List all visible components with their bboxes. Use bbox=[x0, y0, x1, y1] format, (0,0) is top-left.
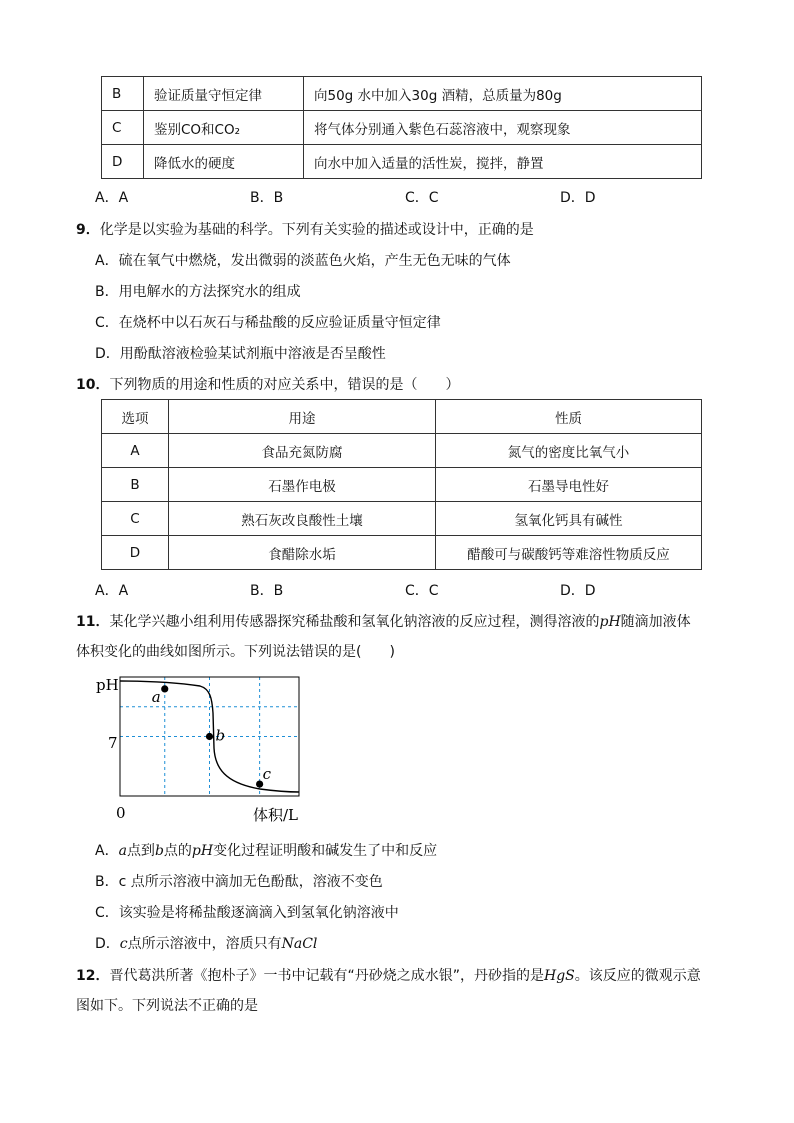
x-axis-label: 体积/L bbox=[253, 806, 299, 824]
q9-option-b[interactable]: B．用电解水的方法探究水的组成 bbox=[95, 284, 301, 300]
question-text: 随滴加液体 bbox=[620, 614, 691, 630]
table-cell: 醋酸可与碳酸钙等难溶性物质反应 bbox=[436, 536, 702, 570]
table-cell: 氮气的密度比氧气小 bbox=[436, 434, 702, 468]
choice[interactable]: A．A bbox=[95, 583, 129, 599]
table-cell: 石墨导电性好 bbox=[436, 468, 702, 502]
table-row bbox=[102, 468, 702, 502]
formula-hgs: HgS bbox=[544, 968, 575, 984]
table-cell: 向50g 水中加入30g 酒精，总质量为80g bbox=[304, 77, 702, 111]
question-text: 下列物质的用途和性质的对应关系中，错误的是（ ） bbox=[109, 377, 460, 393]
table-header-row bbox=[102, 400, 702, 434]
question-12-stem-line1 bbox=[76, 965, 701, 985]
question-text: 晋代葛洪所著《抱朴子》一书中记载有“丹砂烧之成水银”，丹砂指的是 bbox=[109, 968, 544, 984]
question-number: 11． bbox=[76, 614, 110, 630]
choice[interactable]: A．A bbox=[95, 190, 129, 206]
choice[interactable]: C．C bbox=[405, 583, 439, 599]
question-9-stem bbox=[76, 219, 534, 239]
question-12-stem-line2: 图如下。下列说法不正确的是 bbox=[76, 998, 258, 1014]
option-text: 点的 bbox=[163, 843, 192, 859]
table-cell: 将气体分别通入紫色石蕊溶液中，观察现象 bbox=[304, 111, 702, 145]
y-axis-label: pH bbox=[96, 676, 119, 694]
ph-titration-chart bbox=[90, 668, 310, 830]
option-text: 变化过程证明酸和碱发生了中和反应 bbox=[213, 843, 438, 859]
point-label-c: c bbox=[262, 765, 272, 784]
table-cell: 氢氧化钙具有碱性 bbox=[436, 502, 702, 536]
table-row bbox=[102, 536, 702, 570]
table-cell: 降低水的硬度 bbox=[144, 145, 304, 179]
question-11-stem-line1 bbox=[76, 611, 691, 631]
table-cell: C bbox=[102, 111, 144, 145]
point-c-ref: c bbox=[119, 936, 128, 952]
choice[interactable]: B．B bbox=[250, 583, 284, 599]
table-header: 选项 bbox=[102, 400, 169, 434]
choice[interactable]: B．B bbox=[250, 190, 284, 206]
option-text: 点所示溶液中，溶质只有 bbox=[127, 936, 282, 952]
table-cell: 鉴别CO和CO₂ bbox=[144, 111, 304, 145]
table-cell: 石墨作电极 bbox=[169, 468, 436, 502]
table-row bbox=[102, 502, 702, 536]
q11-option-d[interactable] bbox=[95, 933, 317, 953]
ph-symbol: pH bbox=[191, 843, 214, 859]
origin-label: 0 bbox=[116, 804, 126, 822]
choice[interactable]: D．D bbox=[560, 190, 596, 206]
q8-choices bbox=[95, 187, 715, 207]
choice[interactable]: D．D bbox=[560, 583, 596, 599]
point-b bbox=[206, 733, 213, 740]
table-cell: D bbox=[102, 536, 169, 570]
question-number: 12． bbox=[76, 968, 110, 984]
question-number: 9． bbox=[76, 222, 100, 238]
q9-option-a[interactable]: A．硫在氧气中燃烧，发出微弱的淡蓝色火焰，产生无色无味的气体 bbox=[95, 253, 511, 269]
point-label-b: b bbox=[215, 726, 226, 745]
q11-option-b[interactable]: B．c 点所示溶液中滴加无色酚酞，溶液不变色 bbox=[95, 874, 383, 890]
table-cell: 向水中加入适量的活性炭，搅拌，静置 bbox=[304, 145, 702, 179]
question-number: 10． bbox=[76, 377, 110, 393]
q9-option-d[interactable]: D．用酚酞溶液检验某试剂瓶中溶液是否呈酸性 bbox=[95, 346, 386, 362]
point-b-ref: b bbox=[154, 843, 164, 859]
q8-options-table bbox=[101, 76, 702, 179]
table-cell: B bbox=[102, 77, 144, 111]
q10-choices bbox=[95, 580, 715, 600]
q11-option-a[interactable] bbox=[95, 840, 437, 860]
question-11-stem-line2: 体积变化的曲线如图所示。下列说法错误的是( ) bbox=[76, 644, 395, 660]
table-cell: A bbox=[102, 434, 169, 468]
question-10-stem bbox=[76, 374, 459, 394]
table-row bbox=[102, 77, 702, 111]
y-tick-7: 7 bbox=[108, 734, 118, 752]
question-text: 化学是以实验为基础的科学。下列有关实验的描述或设计中，正确的是 bbox=[99, 222, 534, 238]
table-row bbox=[102, 434, 702, 468]
table-cell: 验证质量守恒定律 bbox=[144, 77, 304, 111]
q10-table bbox=[101, 399, 702, 570]
point-a bbox=[161, 685, 168, 692]
table-cell: 食品充氮防腐 bbox=[169, 434, 436, 468]
formula-nacl: NaCl bbox=[281, 936, 318, 952]
question-text: 某化学兴趣小组利用传感器探究稀盐酸和氢氧化钠溶液的反应过程，测得溶液的 bbox=[109, 614, 600, 630]
point-a-ref: a bbox=[118, 843, 127, 859]
option-letter: A． bbox=[95, 843, 119, 859]
table-cell: 食醋除水垢 bbox=[169, 536, 436, 570]
table-header: 性质 bbox=[436, 400, 702, 434]
option-text: 点到 bbox=[126, 843, 155, 859]
q11-option-c[interactable]: C．该实验是将稀盐酸逐滴滴入到氢氧化钠溶液中 bbox=[95, 905, 399, 921]
choice[interactable]: C．C bbox=[405, 190, 439, 206]
table-cell: C bbox=[102, 502, 169, 536]
table-header: 用途 bbox=[169, 400, 436, 434]
table-row bbox=[102, 145, 702, 179]
table-cell: 熟石灰改良酸性土壤 bbox=[169, 502, 436, 536]
table-cell: D bbox=[102, 145, 144, 179]
option-letter: D． bbox=[95, 936, 120, 952]
table-row bbox=[102, 111, 702, 145]
table-cell: B bbox=[102, 468, 169, 502]
ph-symbol: pH bbox=[599, 614, 621, 630]
q9-option-c[interactable]: C．在烧杯中以石灰石与稀盐酸的反应验证质量守恒定律 bbox=[95, 315, 441, 331]
point-label-a: a bbox=[151, 687, 161, 706]
question-text: 。该反应的微观示意 bbox=[574, 968, 701, 984]
